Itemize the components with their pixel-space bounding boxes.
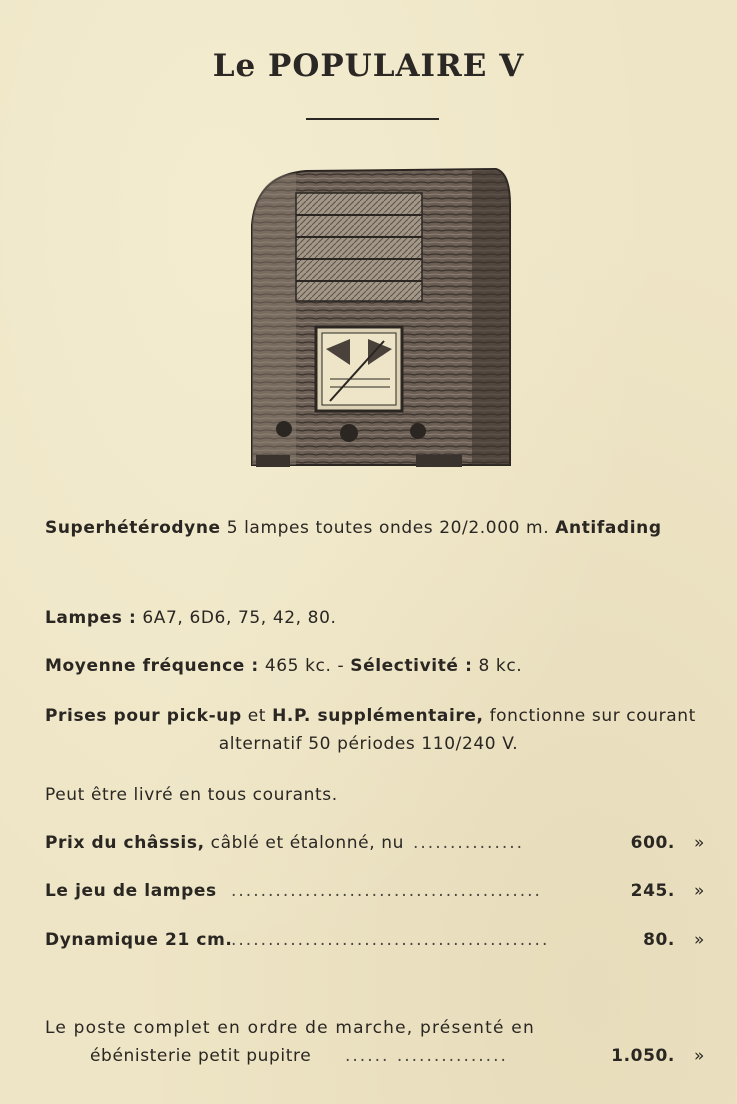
- complete-unit: »: [693, 1046, 705, 1066]
- mf-label: Moyenne fréquence :: [45, 656, 259, 676]
- price-row: [45, 930, 705, 954]
- spec-line-superheterodyne: [45, 518, 662, 538]
- prises-hp: H.P. supplémentaire,: [272, 706, 484, 726]
- spec-line-prises: [45, 706, 696, 726]
- price-amount: 600.: [630, 833, 675, 853]
- price-unit: »: [693, 833, 705, 853]
- antifading-label: Antifading: [555, 518, 662, 538]
- prises-label: Prises pour pick-up: [45, 706, 242, 726]
- spec-line-lampes: [45, 608, 337, 628]
- complete-price-row: [45, 1046, 705, 1070]
- price-dots: ..........................................: [231, 881, 542, 901]
- complete-amount: 1.050.: [611, 1046, 675, 1066]
- price-item-detail: câblé et étalonné, nu: [210, 833, 404, 853]
- prises-text: fonctionne sur courant: [489, 706, 696, 726]
- title-underline: [306, 118, 439, 120]
- selectivity-label: Sélectivité :: [350, 656, 473, 676]
- price-row: [45, 833, 705, 857]
- spec-line-frequency: [45, 656, 522, 676]
- lampes-value: 6A7, 6D6, 75, 42, 80.: [142, 608, 337, 628]
- price-dots: ...............: [413, 833, 525, 853]
- price-unit: »: [693, 930, 705, 950]
- price-amount: 80.: [643, 930, 675, 950]
- lampes-label: Lampes :: [45, 608, 137, 628]
- price-item-label: Prix du châssis,: [45, 833, 205, 853]
- superheterodyne-text: 5 lampes toutes ondes 20/2.000 m.: [226, 518, 550, 538]
- price-amount: 245.: [630, 881, 675, 901]
- complete-dots: ...... ...............: [345, 1046, 508, 1066]
- price-row: [45, 881, 705, 905]
- selectivity-value: 8 kc.: [478, 656, 523, 676]
- radio-cabinet-illustration: [246, 165, 512, 475]
- complete-line-1: Le poste complet en ordre de marche, présenté en: [45, 1018, 535, 1038]
- mf-value: 465 kc. -: [264, 656, 345, 676]
- price-unit: »: [693, 881, 705, 901]
- spec-line-prises-cont: alternatif 50 périodes 110/240 V.: [218, 734, 519, 754]
- superheterodyne-label: Superhétérodyne: [45, 518, 221, 538]
- spec-line-courants: Peut être livré en tous courants.: [45, 785, 338, 805]
- price-item-label: Dynamique 21 cm.: [45, 930, 233, 950]
- complete-line-2: ébénisterie petit pupitre: [90, 1046, 312, 1066]
- prises-et: et: [247, 706, 267, 726]
- price-dots: ...........................................: [231, 930, 550, 950]
- page-title: Le POPULAIRE V: [212, 48, 525, 84]
- price-item-label: Le jeu de lampes: [45, 881, 217, 901]
